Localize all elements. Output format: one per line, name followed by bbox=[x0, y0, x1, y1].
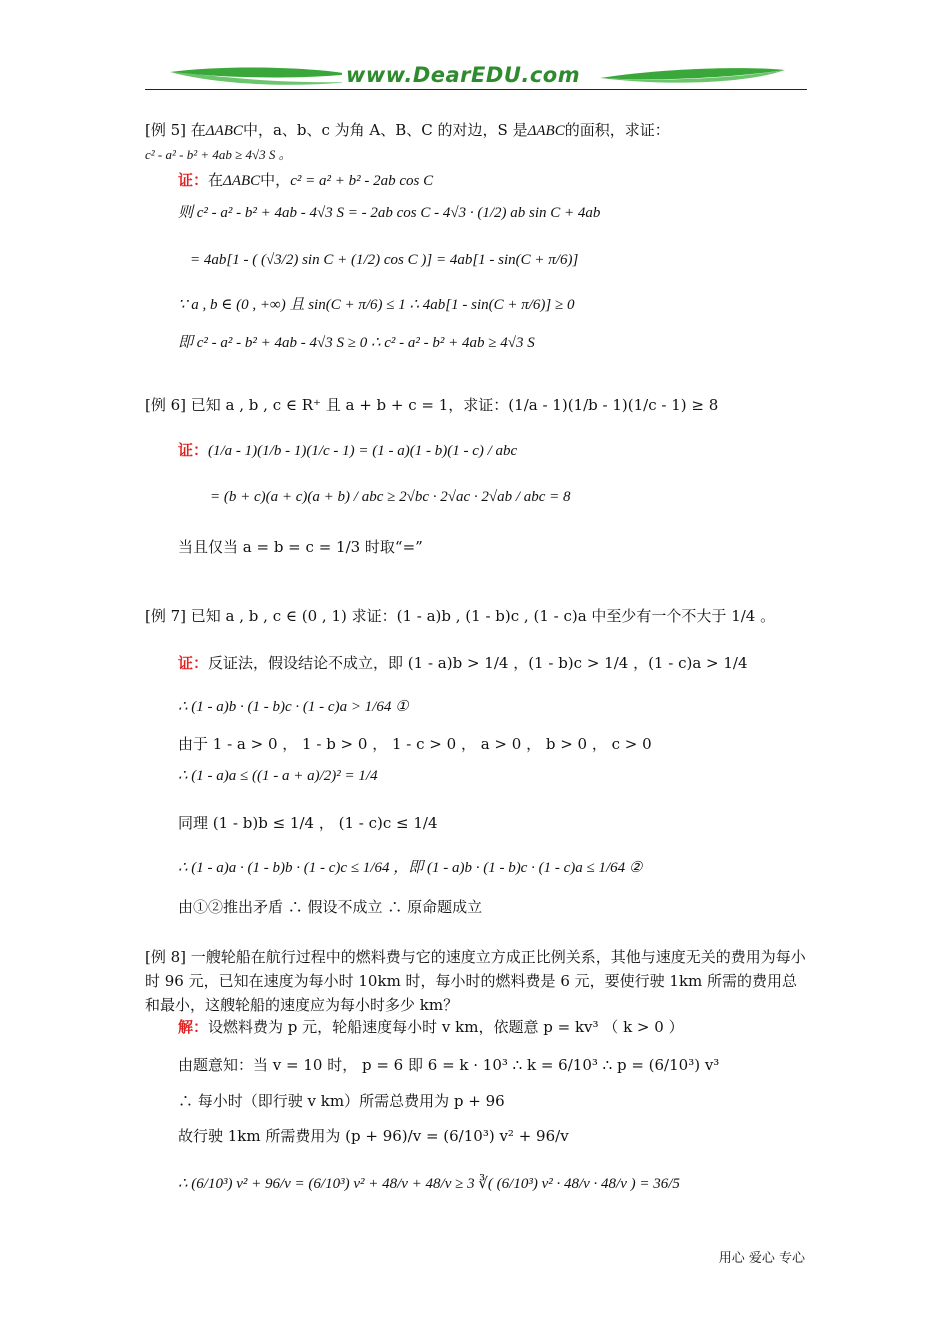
example-6-proof-line-3: 当且仅当 a = b = c = 1/3 时取“=” bbox=[178, 538, 423, 556]
example-7-proof-line-6: ∴ (1 - a)a · (1 - b)b · (1 - c)c ≤ 1/64 ，即 (1 - a)b · (1 - b)c · (1 - c)a ≤ 1/64 ② bbox=[178, 860, 643, 876]
example-7-proof-line-7: 由①②推出矛盾 ∴ 假设不成立 ∴ 原命题成立 bbox=[178, 898, 483, 916]
example-5-proof-line-2: 则 c² - a² - b² + 4ab - 4√3 S = - 2ab cos C - 4√3 · (1/2) ab sin C + 4ab bbox=[178, 205, 601, 221]
proof-label: 证： bbox=[178, 441, 209, 459]
example-8-solution-line-4: 故行驶 1km 所需费用为 (p + 96)/v = (6/10³) v² + 96/v bbox=[178, 1127, 569, 1145]
example-5-proof-line-5: 即 c² - a² - b² + 4ab - 4√3 S ≥ 0 ∴ c² - a² - b² + 4ab ≥ 4√3 S bbox=[178, 335, 535, 351]
site-logo[interactable]: www.DearEDU.com bbox=[342, 63, 584, 87]
triangle-symbol: ΔABC bbox=[223, 173, 261, 189]
ex5-title-mid: 中，a、b、c 为角 A、B、C 的对边，S 是 bbox=[242, 121, 528, 139]
example-8-solution-line-1 bbox=[178, 1017, 684, 1037]
solution-label: 解： bbox=[178, 1018, 209, 1036]
header-divider bbox=[145, 89, 807, 90]
example-8-title: [例 8] 一艘轮船在航行过程中的燃料费与它的速度立方成正比例关系，其他与速度无关的费用为每小时 96 元，已知在速度为每小时 10km 时，每小时的燃料费是 6 元，要使行驶 1km 所需的费用总和最小，这艘轮船的速度应为每小时多少 km？ bbox=[145, 948, 806, 1014]
example-6-proof-line-1 bbox=[178, 440, 517, 461]
example-8-solution-line-3: ∴ 每小时（即行驶 v km）所需总费用为 p + 96 bbox=[178, 1092, 505, 1110]
triangle-symbol: ΔABC bbox=[527, 123, 565, 139]
ex8-line1-text: 设燃料费为 p 元，轮船速度每小时 v km，依题意 p = kv³ （ k > 0 ） bbox=[208, 1018, 684, 1036]
footer-slogan: 用心 爱心 专心 bbox=[718, 1251, 805, 1266]
example-7-proof-line-2: ∴ (1 - a)b · (1 - b)c · (1 - c)a > 1/64 ① bbox=[178, 699, 409, 715]
ex5-line1-formula: c² = a² + b² - 2ab cos C bbox=[290, 173, 434, 189]
example-5-title bbox=[145, 120, 670, 141]
example-7-title: [例 7] 已知 a , b , c ∈ (0 , 1) 求证：(1 - a)b , (1 - b)c , (1 - c)a 中至少有一个不大于 1/4 。 bbox=[145, 607, 776, 625]
proof-label: 证： bbox=[178, 654, 209, 672]
example-5-proof-line-3: = 4ab[1 - ( (√3/2) sin C + (1/2) cos C )] = 4ab[1 - sin(C + π/6)] bbox=[190, 252, 579, 268]
example-7-proof-line-5: 同理 (1 - b)b ≤ 1/4 ， (1 - c)c ≤ 1/4 bbox=[178, 814, 438, 832]
example-7-proof-line-4: ∴ (1 - a)a ≤ ((1 - a + a)/2)² = 1/4 bbox=[178, 768, 378, 784]
example-5-statement: c² - a² - b² + 4ab ≥ 4√3 S 。 bbox=[145, 147, 292, 162]
ex5-title-pre: [例 5] 在 bbox=[145, 121, 206, 139]
example-8-solution-line-5: ∴ (6/10³) v² + 96/v = (6/10³) v² + 48/v + 48/v ≥ 3 ∛( (6/10³) v² · 48/v · 48/v ) = 36/5 bbox=[178, 1176, 680, 1192]
example-6-proof-line-2: = (b + c)(a + c)(a + b) / abc ≥ 2√bc · 2√ac · 2√ab / abc = 8 bbox=[210, 489, 571, 505]
ex5-line1-post: 中， bbox=[260, 171, 291, 189]
example-6-title: [例 6] 已知 a , b , c ∈ R⁺ 且 a + b + c = 1，求证：(1/a - 1)(1/b - 1)(1/c - 1) ≥ 8 bbox=[145, 396, 719, 414]
proof-label: 证： bbox=[178, 171, 209, 189]
example-8-solution-line-2: 由题意知：当 v = 10 时， p = 6 即 6 = k · 10³ ∴ k = 6/10³ ∴ p = (6/10³) v³ bbox=[178, 1056, 720, 1074]
ex5-line1-pre: 在 bbox=[208, 171, 224, 189]
example-7-proof-line-1 bbox=[178, 653, 748, 673]
ex7-line1-text: 反证法，假设结论不成立，即 (1 - a)b > 1/4 ，(1 - b)c > 1/4 ，(1 - c)a > 1/4 bbox=[208, 654, 748, 672]
triangle-symbol: ΔABC bbox=[205, 123, 243, 139]
example-5-proof-line-4: ∵ a , b ∈ (0 , +∞) 且 sin(C + π/6) ≤ 1 ∴ 4ab[1 - sin(C + π/6)] ≥ 0 bbox=[178, 297, 575, 313]
ex6-line1-formula: (1/a - 1)(1/b - 1)(1/c - 1) = (1 - a)(1 - b)(1 - c) / abc bbox=[208, 443, 518, 459]
ex5-title-post: 的面积，求证： bbox=[564, 121, 670, 139]
example-5-proof-line-1 bbox=[178, 170, 433, 191]
example-7-proof-line-3: 由于 1 - a > 0 ， 1 - b > 0 ， 1 - c > 0 ， a > 0 ， b > 0 ， c > 0 bbox=[178, 735, 652, 753]
